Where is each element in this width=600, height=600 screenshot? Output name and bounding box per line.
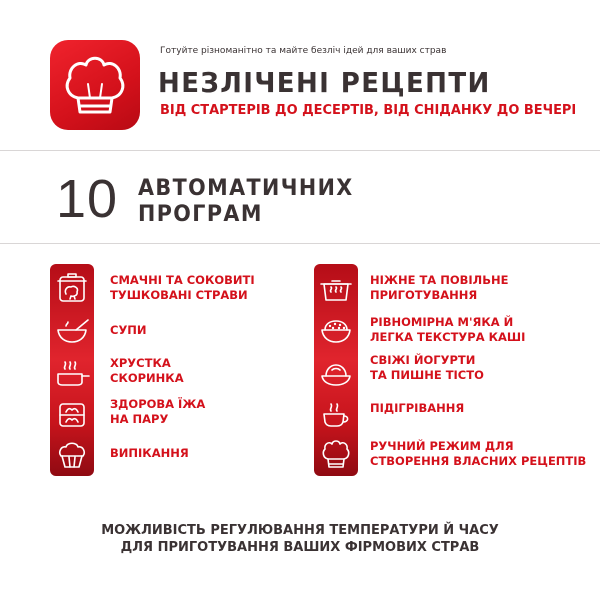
feature-crispy xyxy=(110,356,184,386)
reheat-cup-icon xyxy=(316,394,356,434)
slow-cook-pot-icon xyxy=(316,268,356,308)
feature-baking-line1: ВИПІКАННЯ xyxy=(110,446,189,460)
feature-steam xyxy=(110,397,205,427)
feature-slow-cook-line2: ПРИГОТУВАННЯ xyxy=(370,288,478,302)
feature-soups xyxy=(110,323,147,338)
tagline: Готуйте різноманітно та майте безліч ідей для ваших страв xyxy=(160,46,447,56)
feature-stew xyxy=(110,273,255,303)
stew-pot-icon xyxy=(52,268,92,308)
feature-steam-line2: НА ПАРУ xyxy=(110,412,169,426)
feature-yogurt-line2: ТА ПИШНЕ ТІСТО xyxy=(370,368,484,382)
page-subtitle: ВІД СТАРТЕРІВ ДО ДЕСЕРТІВ, ВІД СНІДАНКУ ДО ВЕЧЕРІ xyxy=(160,102,577,118)
feature-steam-line1: ЗДОРОВА ЇЖА xyxy=(110,397,206,411)
soup-bowl-icon xyxy=(52,310,92,350)
feature-stew-line1: СМАЧНІ ТА СОКОВИТІ xyxy=(110,273,255,287)
feature-reheat-line1: ПІДІГРІВАННЯ xyxy=(370,401,465,415)
divider-top xyxy=(0,150,600,151)
feature-manual-line1: РУЧНИЙ РЕЖИМ ДЛЯ xyxy=(370,439,514,453)
programs-count: 10 xyxy=(56,169,119,229)
feature-reheat xyxy=(370,401,464,416)
feature-porridge xyxy=(370,315,525,345)
feature-porridge-line1: РІВНОМІРНА М'ЯКА Й xyxy=(370,315,514,329)
feature-porridge-line2: ЛЕГКА ТЕКСТУРА КАШІ xyxy=(370,330,526,344)
programs-label xyxy=(138,176,354,228)
feature-soups-line1: СУПИ xyxy=(110,323,147,337)
feature-manual xyxy=(370,439,586,469)
feature-manual-line2: СТВОРЕННЯ ВЛАСНИХ РЕЦЕПТІВ xyxy=(370,454,587,468)
programs-label-line1: АВТОМАТИЧНИХ xyxy=(138,176,354,201)
feature-yogurt-line1: СВІЖІ ЙОГУРТИ xyxy=(370,353,476,367)
app-icon xyxy=(50,40,140,130)
header xyxy=(0,0,600,150)
feature-slow-cook xyxy=(370,273,508,303)
footer-line1: МОЖЛИВІСТЬ РЕГУЛЮВАННЯ ТЕМПЕРАТУРИ Й ЧАСУ xyxy=(101,523,499,538)
feature-crispy-line1: ХРУСТКА xyxy=(110,356,171,370)
feature-stew-line2: ТУШКОВАНІ СТРАВИ xyxy=(110,288,248,302)
chef-hat-small-icon xyxy=(316,434,356,474)
feature-baking xyxy=(110,446,189,461)
programs-label-line2: ПРОГРАМ xyxy=(138,202,263,227)
feature-crispy-line2: СКОРИНКА xyxy=(110,371,184,385)
divider-middle xyxy=(0,243,600,244)
chef-hat-icon xyxy=(50,40,140,130)
muffin-icon xyxy=(52,434,92,474)
frying-pan-icon xyxy=(52,352,92,392)
right-icon-strip xyxy=(314,264,358,476)
footer-line2: ДЛЯ ПРИГОТУВАННЯ ВАШИХ ФІРМОВИХ СТРАВ xyxy=(120,540,480,555)
feature-yogurt xyxy=(370,353,484,383)
steamer-icon xyxy=(52,394,92,434)
footer-note xyxy=(0,522,600,556)
porridge-bowl-icon xyxy=(316,310,356,350)
feature-slow-cook-line1: НІЖНЕ ТА ПОВІЛЬНЕ xyxy=(370,273,509,287)
page-title: НЕЗЛІЧЕНІ РЕЦЕПТИ xyxy=(158,66,491,99)
left-icon-strip xyxy=(50,264,94,476)
yogurt-dough-icon xyxy=(316,352,356,392)
